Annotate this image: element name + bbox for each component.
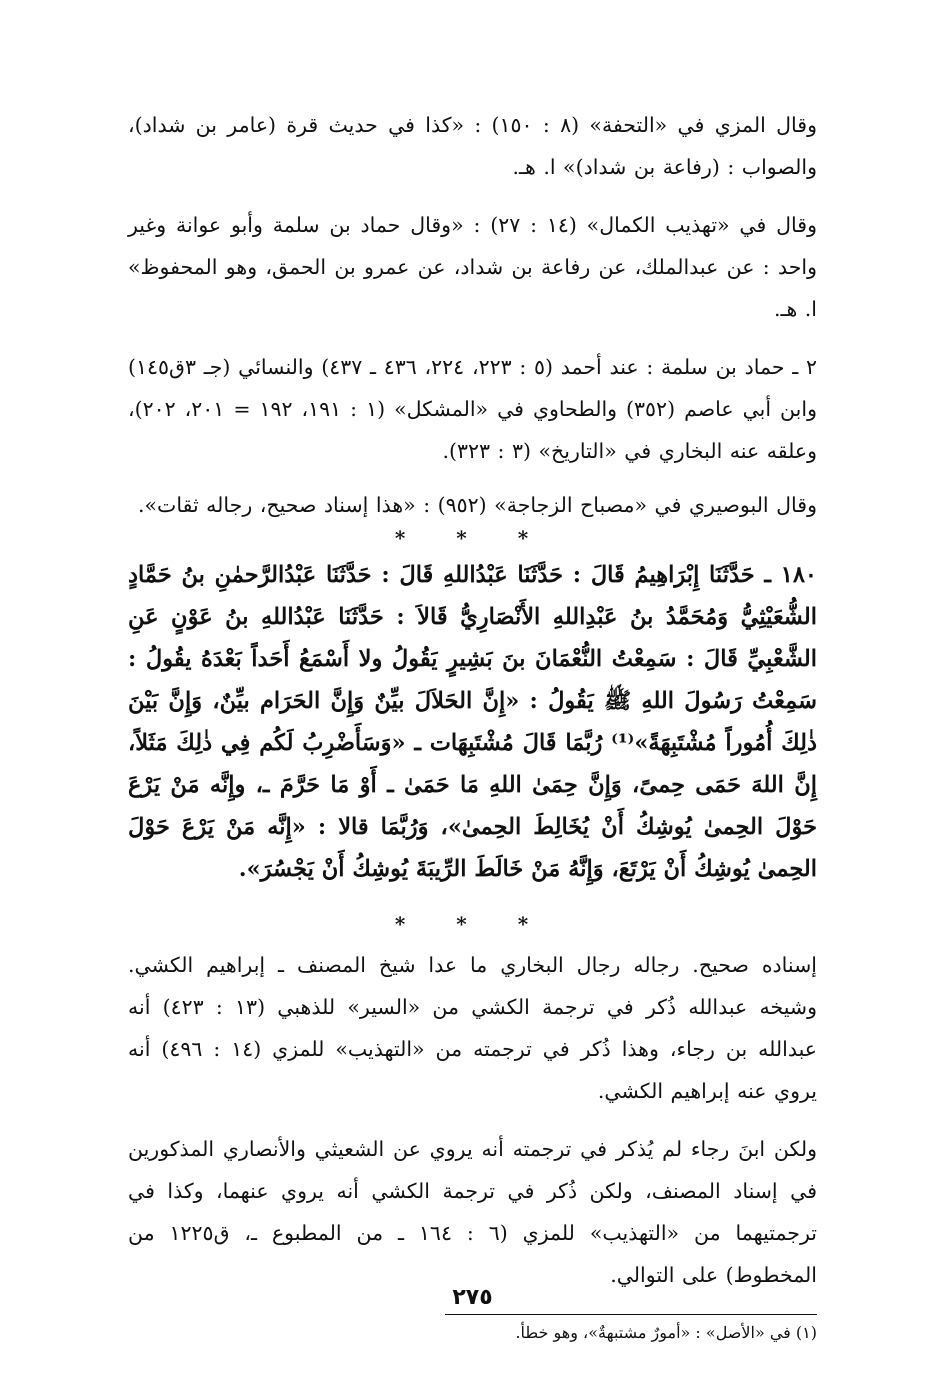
commentary-paragraph-3: ٢ ـ حماد بن سلمة : عند أحمد (٥ : ٢٢٣، ٢٢٤، ٤٣٦ ـ ٤٣٧) والنسائي (جـ ٣ق١٤٥) وابن أبي عاصم (٣٥٢) والطحاوي في «المشكل» (١ : ١٩١، ١٩٢ = ٢٠١، ٢٠٢)، وعلقه عنه البخاري في «التاريخ» (٣ : ٣٢٣). (128, 355, 818, 463)
commentary-paragraph-5: إسناده صحيح. رجاله رجال البخاري ما عدا شيخ المصنف ـ إبراهيم الكشي. وشيخه عبدالله ذُكر في ترجمة الكشي من «السير» للذهبي (١٣ : ٤٢٣) أنه عبدالله بن رجاء، وهذا ذُكر في ترجمته من «التهذيب» للمزي (١٤ : ٤٩٦) أنه يروي عنه إبراهيم الكشي. (128, 953, 817, 1103)
footnote-divider (445, 1314, 817, 1315)
section-separator-2: * * * (394, 912, 551, 936)
commentary-paragraph-2: وقال في «تهذيب الكمال» (١٤ : ٢٧) : «وقال حماد بن سلمة وأبو عوانة وغير واحد : عن عبدالملك، عن رفاعة بن شداد، عن عمرو بن الحمق، وهو المحفوظ» ا. هـ. (128, 213, 817, 321)
commentary-paragraph-4: وقال البوصيري في «مصباح الزجاجة» (٩٥٢) : «هذا إسناد صحيح، رجاله ثقات». (137, 493, 817, 517)
section-separator-1: * * * (394, 526, 551, 550)
footnote: (١) في «الأصل» : «أمورٌ مشتبهةٌ»، وهو خطأ. (515, 1323, 817, 1342)
commentary-paragraph-1: وقال المزي في «التحفة» (٨ : ١٥٠) : «كذا في حديث قرة (عامر بن شداد)، والصواب : (رفاعة بن شداد)» ا. هـ. (128, 113, 817, 179)
commentary-paragraph-6: ولكن ابنَ رجاء لم يُذكر في ترجمته أنه يروي عن الشعيثي والأنصاري المذكورين في إسناد المصنف، ولكن ذُكر في ترجمة الكشي أنه يروي عنهما، وكذا في ترجمتيهما من «التهذيب» للمزي (٦ : ١٦٤ ـ من المطبوع ـ، ق١٢٢٥ من المخطوط) على التوالي. (128, 1137, 817, 1287)
hadith-text: ١٨٠ ـ حَدَّثَنَا إِبْرَاهِيمُ قَالَ : حَدَّثَنَا عَبْدُاللهِ قَالَ : حَدَّثَنَا عَبْدُالرَّحمٰنِ بنُ حَمَّادٍ الشُّعَيْثِيُّ وَمُحَمَّدُ بنُ عَبْدِاللهِ الأَنْصَارِيُّ قَالاَ : حَدَّثَنَا عَبْدُاللهِ بنُ عَوْنٍ عَنِ الشَّعْبِيِّ قَالَ : سَمِعْتُ النُّعْمَانَ بنَ بَشِيرٍ يَقُولُ ولا أَسْمَعُ أَحَداً بَعْدَهُ يقُولُ : سَمِعْتُ رَسُولَ اللهِ ﷺ يَقُولُ : «إِنَّ الحَلاَلَ بيِّنٌ وَإِنَّ الحَرَام بيِّنٌ، وَإِنَّ بَيْنَ ذٰلِكَ أُمُوراً مُشْتَبِهَةً»⁽¹⁾ رُبَّمَا قَالَ مُشْتَبِهَات ـ «وَسَأَضْرِبُ لَكُم فِي ذٰلِكَ مَثَلاً، إِنَّ اللهَ حَمَى حِمىً، وَإِنَّ حِمَىٰ اللهِ مَا حَمَىٰ ـ أَوْ مَا حَرَّمَ ـ، وإِنَّه مَنْ يَرْعَ حَوْلَ الحِمىٰ يُوشِكُ أَنْ يُخَالِطَ الحِمىٰ»، وَرُبَّمَا قالا : «إِنَّه مَنْ يَرْعَ حَوْلَ الحِمىٰ يُوشِكُ أَنْ يَرْتَعَ، وَإِنَّهُ مَنْ خَالَطَ الرِّيبَةَ يُوشِكُ أَنْ يَجْسُرَ». (128, 562, 818, 882)
book-page (128, 100, 817, 1373)
page-number: ٢٧٥ (452, 1285, 493, 1310)
